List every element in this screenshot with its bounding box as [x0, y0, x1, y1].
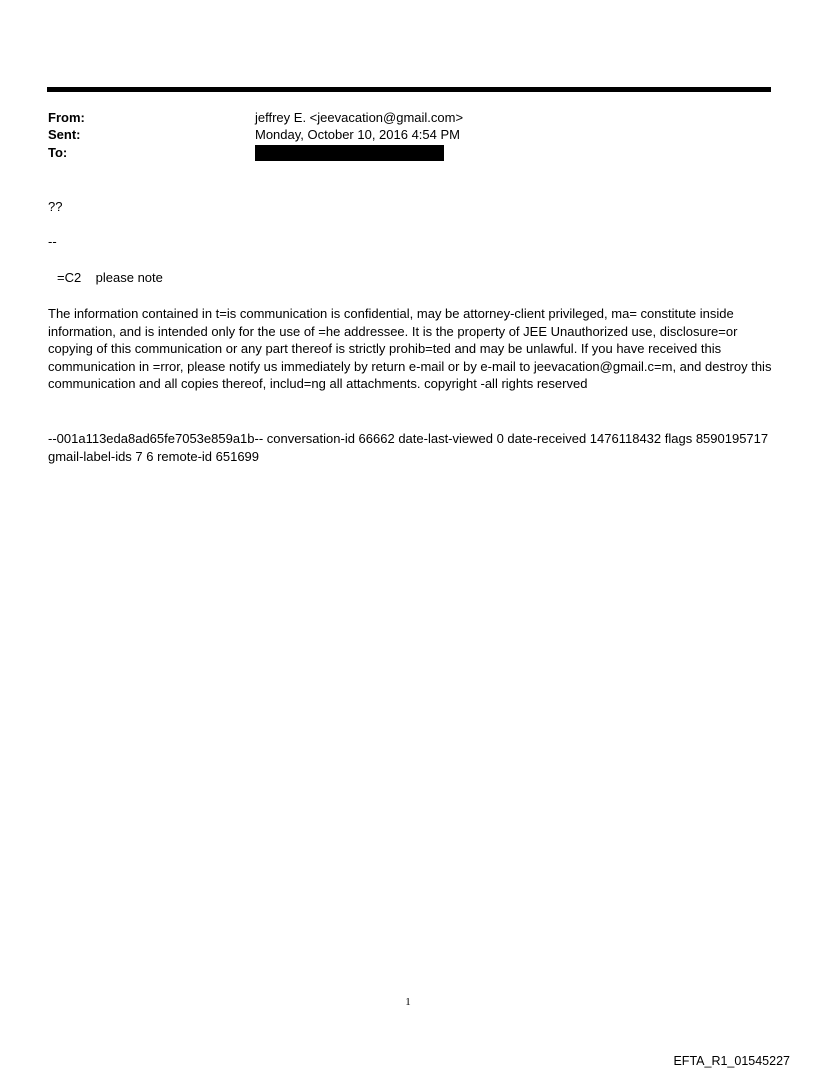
message-metadata: --001a113eda8ad65fe7053e859a1b-- conversation-id 66662 date-last-viewed 0 date-received 1476118432 flags 8590195717 gmail-label-ids 7 6 remote-id 651699: [48, 431, 769, 464]
sent-row: [48, 126, 460, 143]
from-label: From:: [48, 110, 85, 125]
from-value: jeffrey E. <jeevacation@gmail.com>: [255, 110, 464, 125]
sent-label: Sent:: [48, 127, 81, 142]
confidentiality-disclaimer: The information contained in t=is communication is confidential, may be attorney-client privileged, ma= constitute inside information, and is intended only for the use of =he addressee. It is the property of JEE Unauthorized use, disclosure=or copying of this communication or any part thereof is strictly prohib=ted and may be unlawful. If you have received this communication in =rror, please notify us immediately by return e-mail or by e-mail to jeevacation@gmail.c=m, and destroy this communication and all copies thereof, includ=ng all attachments. copyright -all rights reserved: [48, 306, 772, 391]
to-row: [48, 144, 255, 161]
from-row: [48, 109, 463, 126]
sent-value: Monday, October 10, 2016 4:54 PM: [255, 127, 460, 142]
document-id: EFTA_R1_01545227: [673, 1054, 790, 1068]
to-value-redaction: [255, 145, 444, 161]
page-number: 1: [405, 996, 411, 1008]
body-line-dashes: --: [48, 234, 57, 249]
to-label: To:: [48, 145, 68, 160]
body-line-note: =C2 please note: [57, 270, 163, 285]
body-line-question: ??: [48, 199, 63, 214]
header-rule: [47, 87, 771, 92]
